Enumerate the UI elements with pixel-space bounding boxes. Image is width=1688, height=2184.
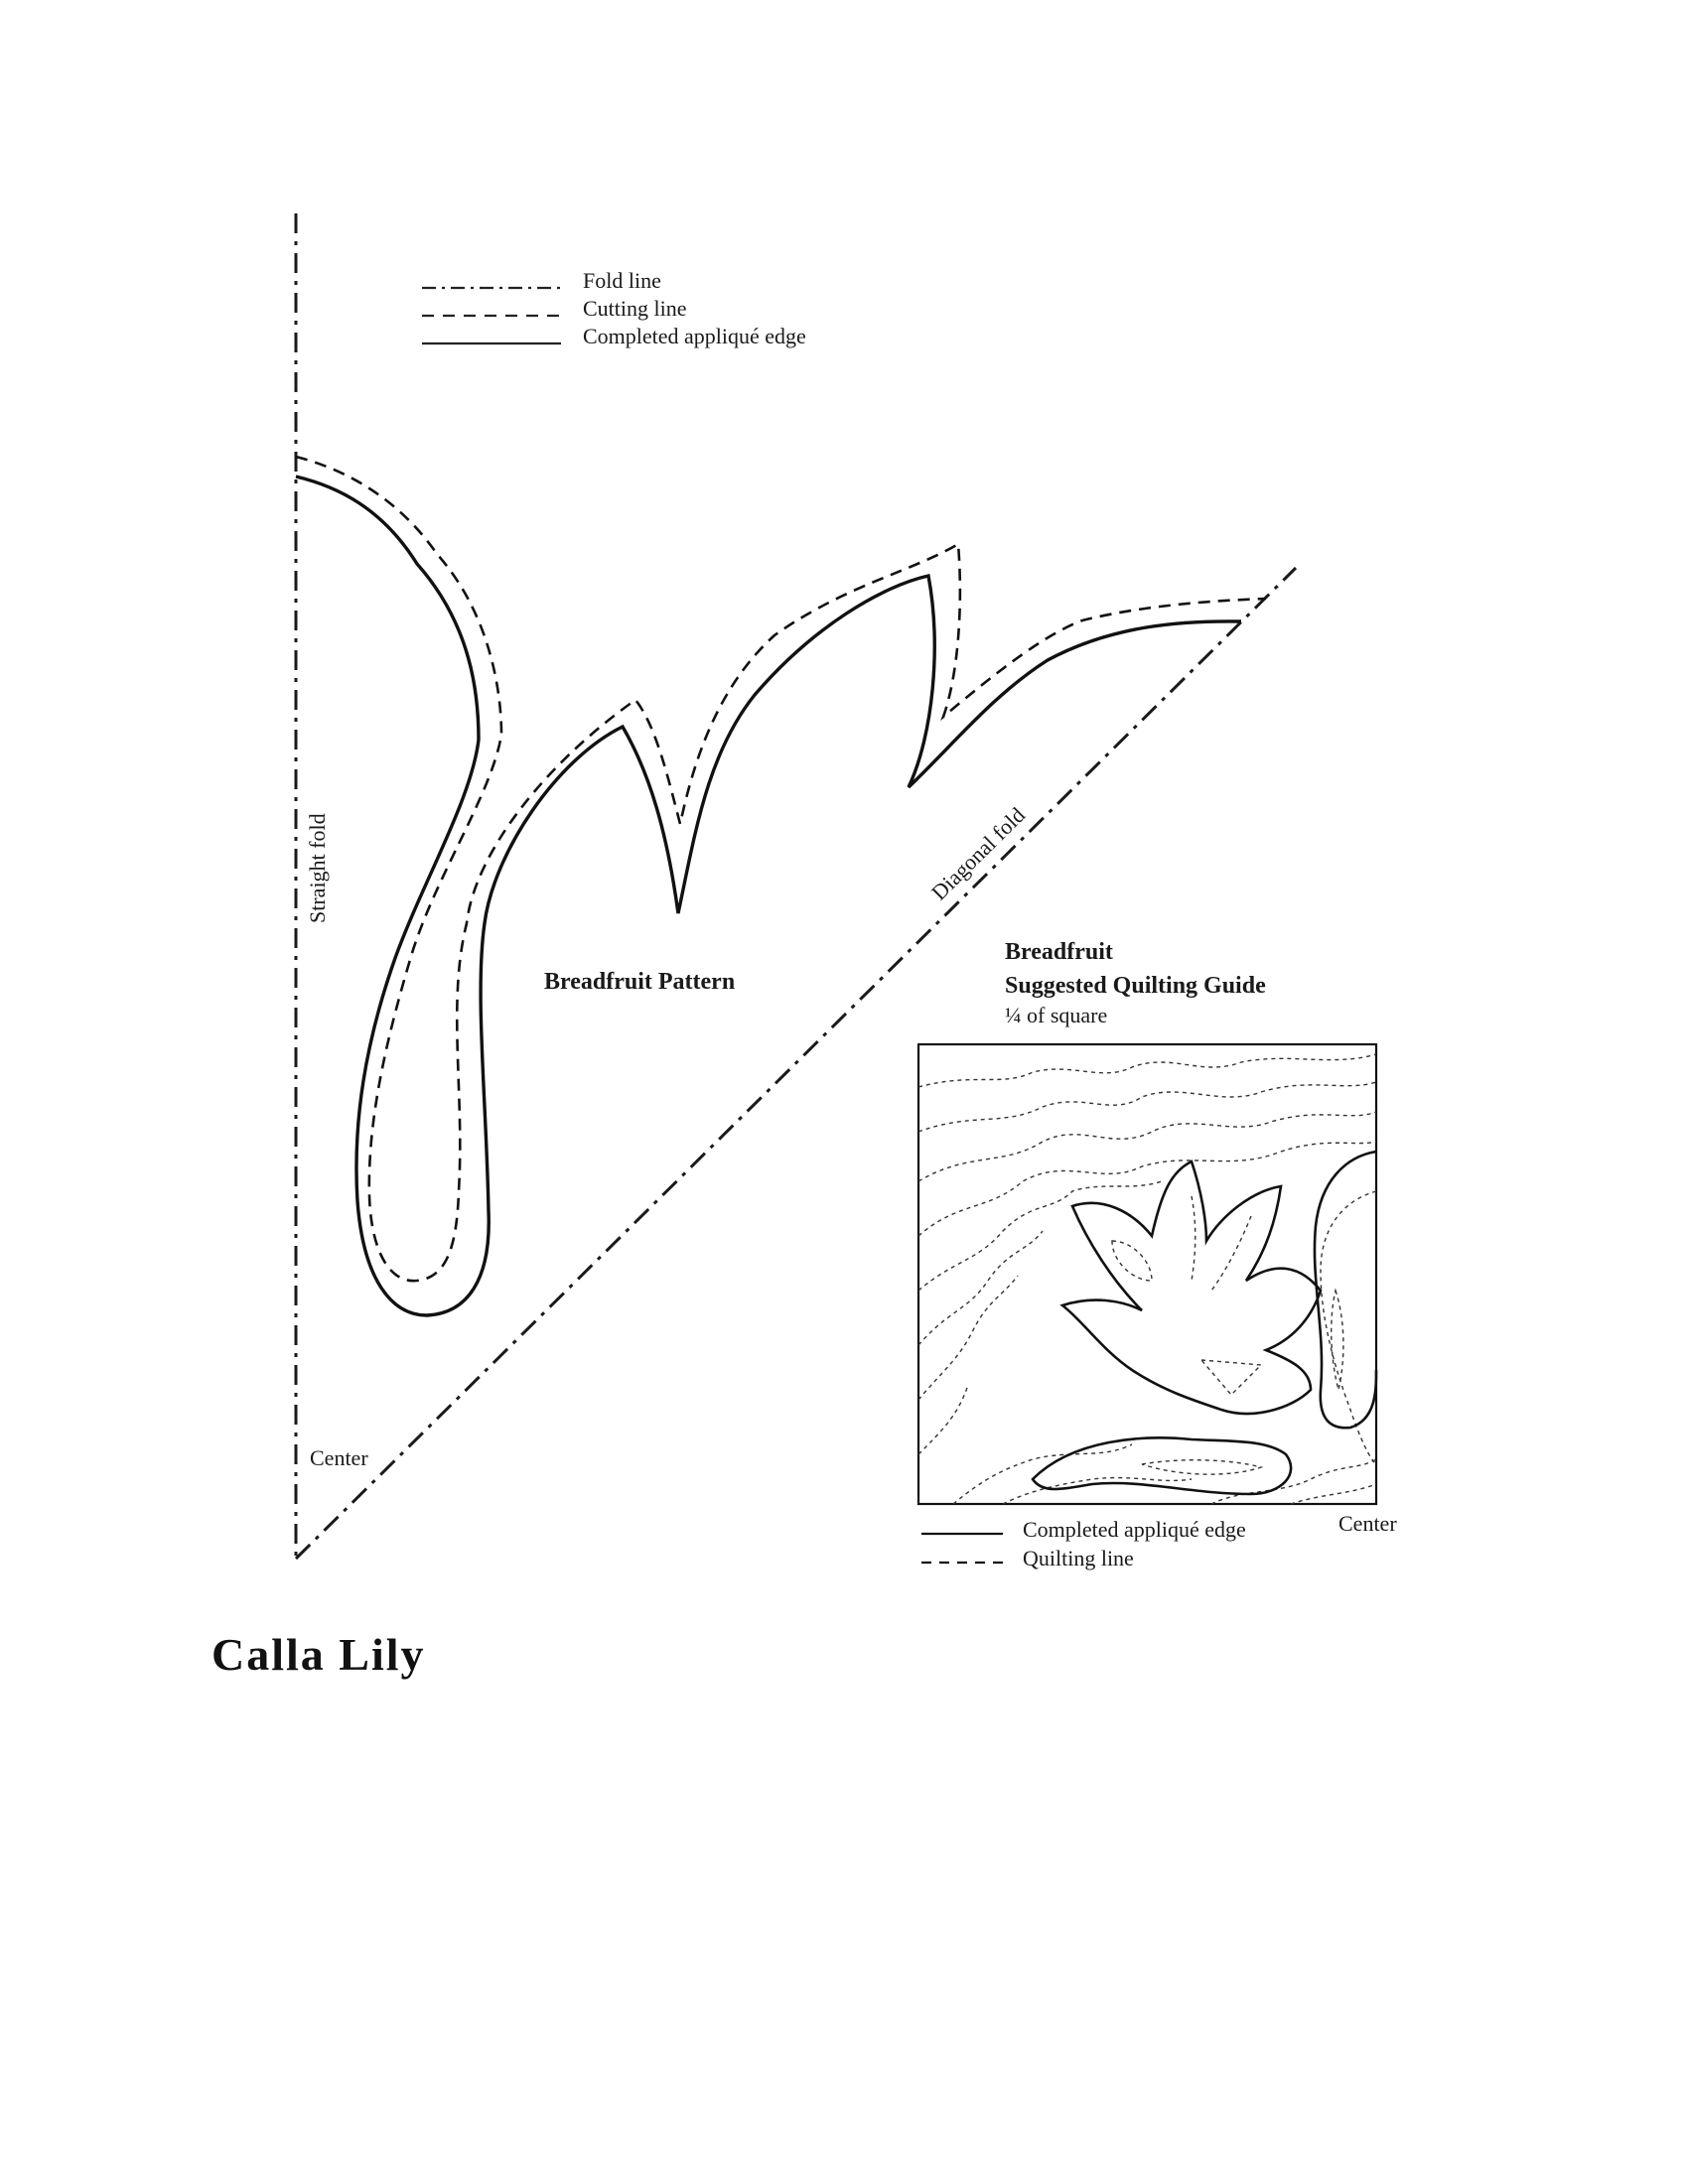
diagonal-fold-label: Diagonal fold xyxy=(925,802,1030,905)
quilting-legend-quilting-line-label: Quilting line xyxy=(1023,1546,1134,1570)
quilting-guide-title-line2: Suggested Quilting Guide xyxy=(1005,973,1266,999)
quilting-guide-subtitle: ¼ of square xyxy=(1005,1003,1108,1027)
quilting-guide-square xyxy=(918,1044,1376,1504)
section-heading: Calla Lily xyxy=(211,1629,426,1680)
quilting-applique-edge xyxy=(1033,1152,1376,1494)
pattern-legend xyxy=(422,268,806,348)
quilting-inner-details xyxy=(1112,1196,1343,1474)
quilting-guide-center-label: Center xyxy=(1338,1511,1397,1536)
pattern-title: Breadfruit Pattern xyxy=(544,969,736,995)
quilting-guide-title-line1: Breadfruit xyxy=(1005,939,1113,965)
completed-applique-edge xyxy=(296,477,1241,1315)
legend-fold-line-label: Fold line xyxy=(583,268,661,293)
fold-lines xyxy=(296,213,1296,1559)
cutting-line-outline xyxy=(296,457,1266,1281)
quilting-guide xyxy=(918,939,1397,1570)
legend-cutting-line-label: Cutting line xyxy=(583,296,687,321)
legend-completed-edge-label: Completed appliqué edge xyxy=(583,324,806,348)
center-label: Center xyxy=(310,1445,368,1470)
quilting-legend-completed-edge-label: Completed appliqué edge xyxy=(1023,1517,1246,1542)
straight-fold-label: Straight fold xyxy=(305,813,330,923)
